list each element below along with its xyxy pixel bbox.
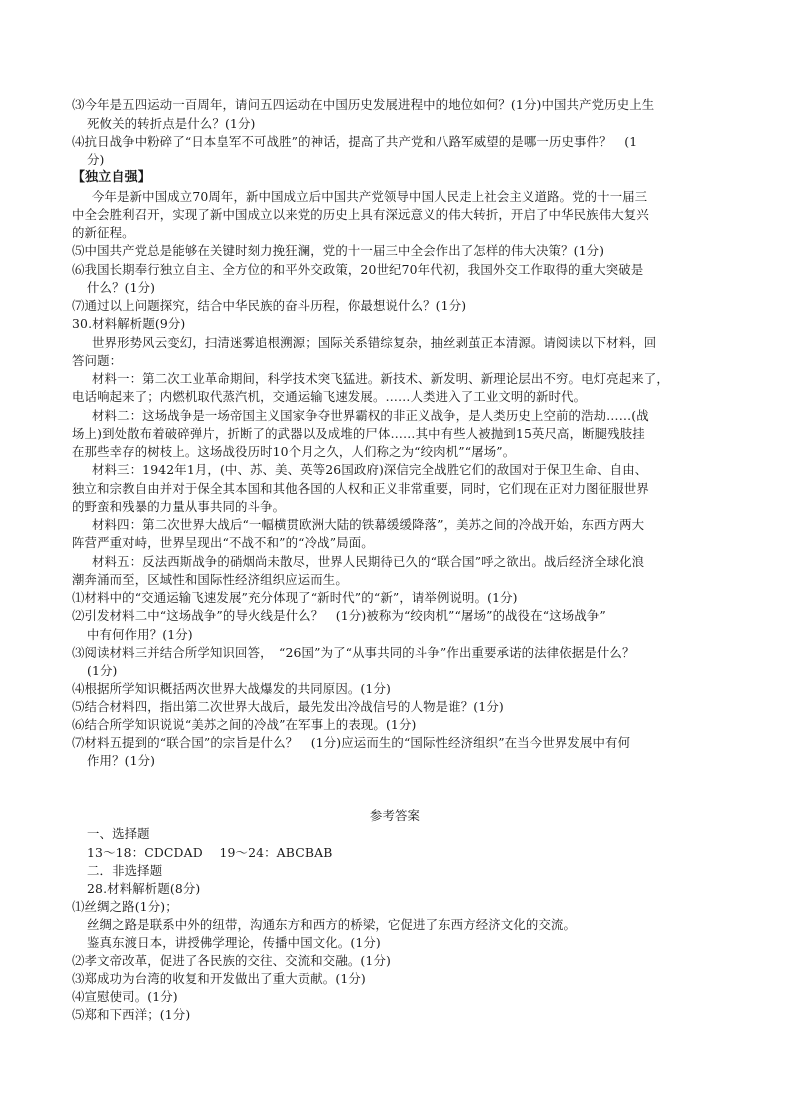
q30-part-2-line-1: ⑵引发材料二中“这场战争”的导火线是什么？ (1分)被称为“绞肉机”“屠场”的战役在“这场战争”	[72, 608, 606, 623]
material-3-line-1: 材料三：1942年1月，(中、苏、美、英等26国政府)深信完全战胜它们的敌国对于保卫生命、自由、	[92, 462, 648, 477]
answers-section-1: 一、选择题	[87, 826, 150, 841]
answer-1-c: 鉴真东渡日本，讲授佛学理论，传播中国文化。(1分)	[87, 935, 381, 950]
answer-1: ⑴丝绸之路(1分)；	[72, 899, 178, 914]
answer-2: ⑵孝文帝改革，促进了各民族的交往、交流和交融。(1分)	[72, 953, 391, 968]
material-3-line-3: 的野蛮和残暴的力量从事共同的斗争。	[72, 499, 286, 514]
material-1-line-1: 材料一：第二次工业革命期间，科学技术突飞猛进。新技术、新发明、新理论层出不穷。电灯亮起来了，	[92, 371, 669, 386]
material-4-line-1: 材料四：第二次世界大战后“一幅横贯欧洲大陆的铁幕缓缓降落”，美苏之间的冷战开始，东西方两大	[92, 517, 645, 532]
answers-title: 参考答案	[369, 808, 421, 823]
material-4-line-2: 阵营严重对峙，世界呈现出“不战不和”的“冷战”局面。	[72, 535, 374, 550]
q30-intro-line-2: 答问题：	[72, 353, 123, 368]
answer-5: ⑸郑和下西洋；(1分)	[72, 1007, 191, 1022]
material-2-line-3: 在那些幸存的树枝上。这场战役历时10个月之久，人们称之为“绞肉机”“屠场”。	[72, 444, 516, 459]
q30-part-2-line-2: 中有何作用？(1分)	[87, 627, 193, 642]
answers-choice: 13～18：CDCDAD 19～24：ABCBAB	[87, 845, 333, 860]
q30-part-6: ⑹结合所学知识说说“美苏之间的冷战”在军事上的表现。(1分)	[72, 717, 417, 732]
question-3-line-1: ⑶今年是五四运动一百周年，请问五四运动在中国历史发展进程中的地位如何？(1分)中国共产党历史上生	[72, 97, 655, 112]
q30-part-3-line-2: (1分)	[87, 663, 118, 678]
material-2-line-1: 材料二：这场战争是一场帝国主义国家争夺世界霸权的非正义战争，是人类历史上空前的浩劫……(战	[92, 408, 649, 423]
q30-part-5: ⑸结合材料四，指出第二次世界大战后，最先发出冷战信号的人物是谁？(1分)	[72, 699, 504, 714]
q30-part-7-line-1: ⑺材料五提到的“联合国”的宗旨是什么？ (1分)应运而生的“国际性经济组织”在当今世界发展中有何	[72, 735, 631, 750]
question-3-line-2: 死攸关的转折点是什么？(1分)	[87, 116, 256, 131]
question-4-line-1: ⑷抗日战争中粉碎了“日本皇军不可战胜”的神话，提高了共产党和八路军威望的是哪一历史事件？ (1	[72, 134, 638, 149]
question-4-line-2: 分)	[87, 152, 105, 167]
answers-q28-title: 28.材料解析题(8分)	[87, 881, 201, 896]
intro-line-3: 的新征程。	[72, 225, 135, 240]
question-6-line-2: 什么？(1分)	[87, 280, 156, 295]
material-5-line-2: 潮奔涌而至，区域性和国际性经济组织应运而生。	[72, 572, 348, 587]
question-6-line-1: ⑹我国长期奉行独立自主、全方位的和平外交政策，20世纪70年代初，我国外交工作取得的重大突破是	[72, 262, 644, 277]
intro-line-1: 今年是新中国成立70周年，新中国成立后中国共产党领导中国人民走上社会主义道路。党的十一届三	[92, 189, 648, 204]
q30-part-1: ⑴材料中的“交通运输飞速发展”充分体现了“新时代”的“新”，请举例说明。(1分)	[72, 590, 518, 605]
q30-part-4: ⑷根据所学知识概括两次世界大战爆发的共同原因。(1分)	[72, 681, 391, 696]
material-1-line-2: 电话响起来了；内燃机取代蒸汽机，交通运输飞速发展。……人类进入了工业文明的新时代。	[72, 389, 587, 404]
q30-part-7-line-2: 作用？(1分)	[87, 753, 156, 768]
material-2-line-2: 场上)到处散布着破碎弹片，折断了的武器以及成堆的尸体……其中有些人被抛到15英尺高，断腿残肢挂	[72, 426, 645, 441]
material-5-line-1: 材料五：反法西斯战争的硝烟尚未散尽，世界人民期待已久的“联合国”呼之欲出。战后经济全球化浪	[92, 554, 645, 569]
section-heading-self-improvement: 【独立自强】	[72, 170, 151, 185]
material-3-line-2: 独立和宗教自由并对于保全其本国和其他各国的人权和正义非常重要，同时，它们现在正对力图征服世界	[72, 481, 649, 496]
answers-section-2: 二．非选择题	[87, 863, 163, 878]
answer-1-b: 丝绸之路是联系中外的纽带，沟通东方和西方的桥梁，它促进了东西方经济文化的交流。	[87, 917, 577, 932]
question-30-title: 30.材料解析题(9分)	[72, 316, 186, 331]
question-5: ⑸中国共产党总是能够在关键时刻力挽狂澜，党的十一届三中全会作出了怎样的伟大决策？(1分)	[72, 243, 605, 258]
q30-part-3-line-1: ⑶阅读材料三并结合所学知识回答， “26国”为了“从事共同的斗争”作出重要承诺的法律依据是什么？	[72, 645, 635, 660]
q30-intro-line-1: 世界形势风云变幻，扫清迷雾追根溯源；国际关系错综复杂，抽丝剥茧正本清源。请阅读以下材料，回	[92, 335, 657, 350]
question-7: ⑺通过以上问题探究，结合中华民族的奋斗历程，你最想说什么？(1分)	[72, 298, 467, 313]
intro-line-2: 中全会胜利召开，实现了新中国成立以来党的历史上具有深远意义的伟大转折，开启了中华民族伟大复兴	[72, 207, 649, 222]
answer-4: ⑷宣慰使司。(1分)	[72, 989, 178, 1004]
answer-3: ⑶郑成功为台湾的收复和开发做出了重大贡献。(1分)	[72, 971, 366, 986]
